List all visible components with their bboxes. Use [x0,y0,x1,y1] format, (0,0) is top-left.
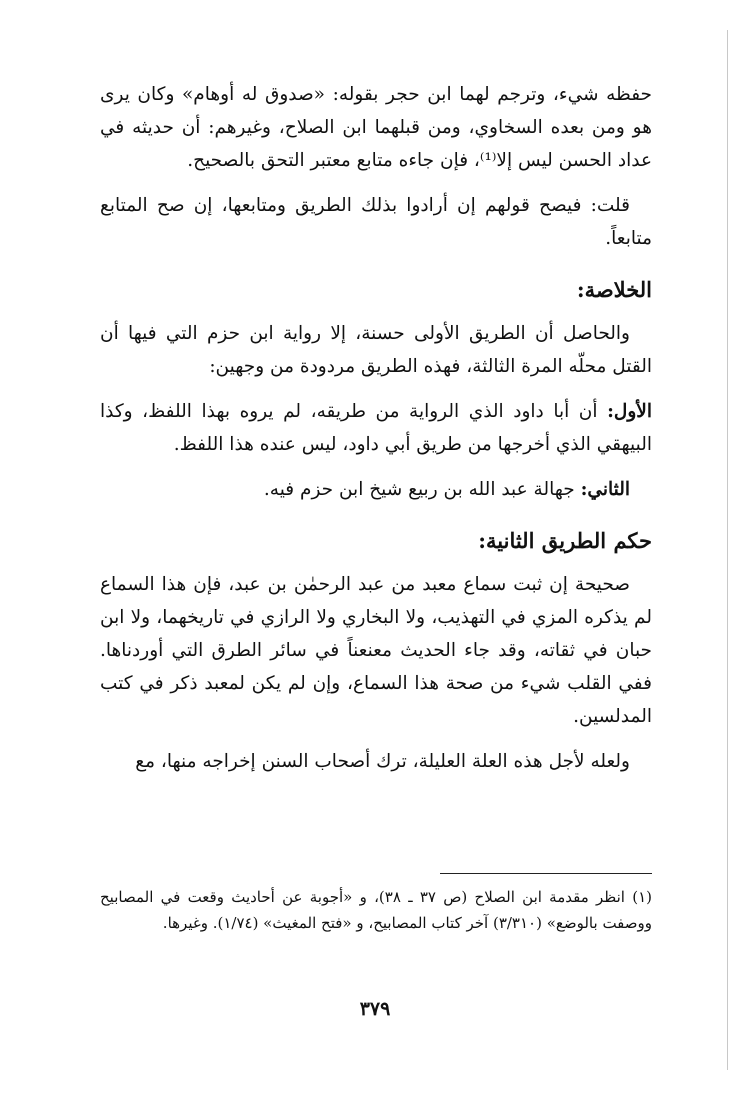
paragraph-2-text: فيصح قولهم إن أرادوا بذلك الطريق ومتابعها، إن صح المتابع متابعاً. [100,195,652,249]
page-number: ٣٧٩ [359,998,391,1020]
paragraph-3: والحاصل أن الطريق الأولى حسنة، إلا رواية ابن حزم التي فيها أن القتل محلّه المرة الثالثة، فهذه الطريق مردودة من وجهين: [100,323,652,377]
paragraph-7: ولعله لأجل هذه العلة العليلة، ترك أصحاب السنن إخراجه منها، مع [135,751,630,772]
paragraph-6: صحيحة إن ثبت سماع معبد من عبد الرحمٰن بن عبد، فإن هذا السماع لم يذكره المزي في التهذيب، ولا البخاري ولا الرازي في تاريخهما، ولا ابن حبان في ثقاته، وقد جاء الحديث معنعناً في سائر الطرق التي أوردناها. ففي القلب شيء من صحة هذا السماع، وإن لم يكن لمعبد ذكر في كتب المدلسين. [100,574,652,727]
paragraph-5-text: جهالة عبد الله بن ربيع شيخ ابن حزم فيه. [263,479,581,500]
paragraph-2 [100,189,652,255]
second-route-heading: حكم الطريق الثانية: [478,528,652,553]
footnote: (١) انظر مقدمة ابن الصلاح (ص ٣٧ ـ ٣٨)، و «أجوبة عن أحاديث وقعت في المصابيح ووصفت بالوضع» (٣/٣١٠) آخر كتاب المصابيح، و «فتح المغيث» (١/٧٤). وغيرها. [100,888,652,932]
summary-heading: الخلاصة: [576,277,652,302]
paragraph-4-term: الأول: [607,401,652,422]
main-text [100,78,652,790]
paragraph-4-text: أن أبا داود الذي الرواية من طريقه، لم يروه بهذا اللفظ، وكذا البيهقي الذي أخرجها من طريق أبي داود، ليس عنده هذا اللفظ. [100,401,652,455]
footnote-separator [440,873,652,874]
paragraph-5-term: الثاني: [580,479,630,500]
paragraph-1: حفظه شيء، وترجم لهما ابن حجر بقوله: «صدوق له أوهام» وكان يرى هو ومن بعده السخاوي، ومن قبلهما ابن الصلاح، وغيرهم: أن حديثه في عداد الحسن ليس إلا⁽¹⁾، فإن جاءه متابع معتبر التحق بالصحيح. [100,84,652,171]
page-edge-line [727,30,728,1070]
paragraph-4 [100,395,652,461]
paragraph-5 [100,473,652,506]
paragraph-2-term: قلت: [590,195,630,216]
